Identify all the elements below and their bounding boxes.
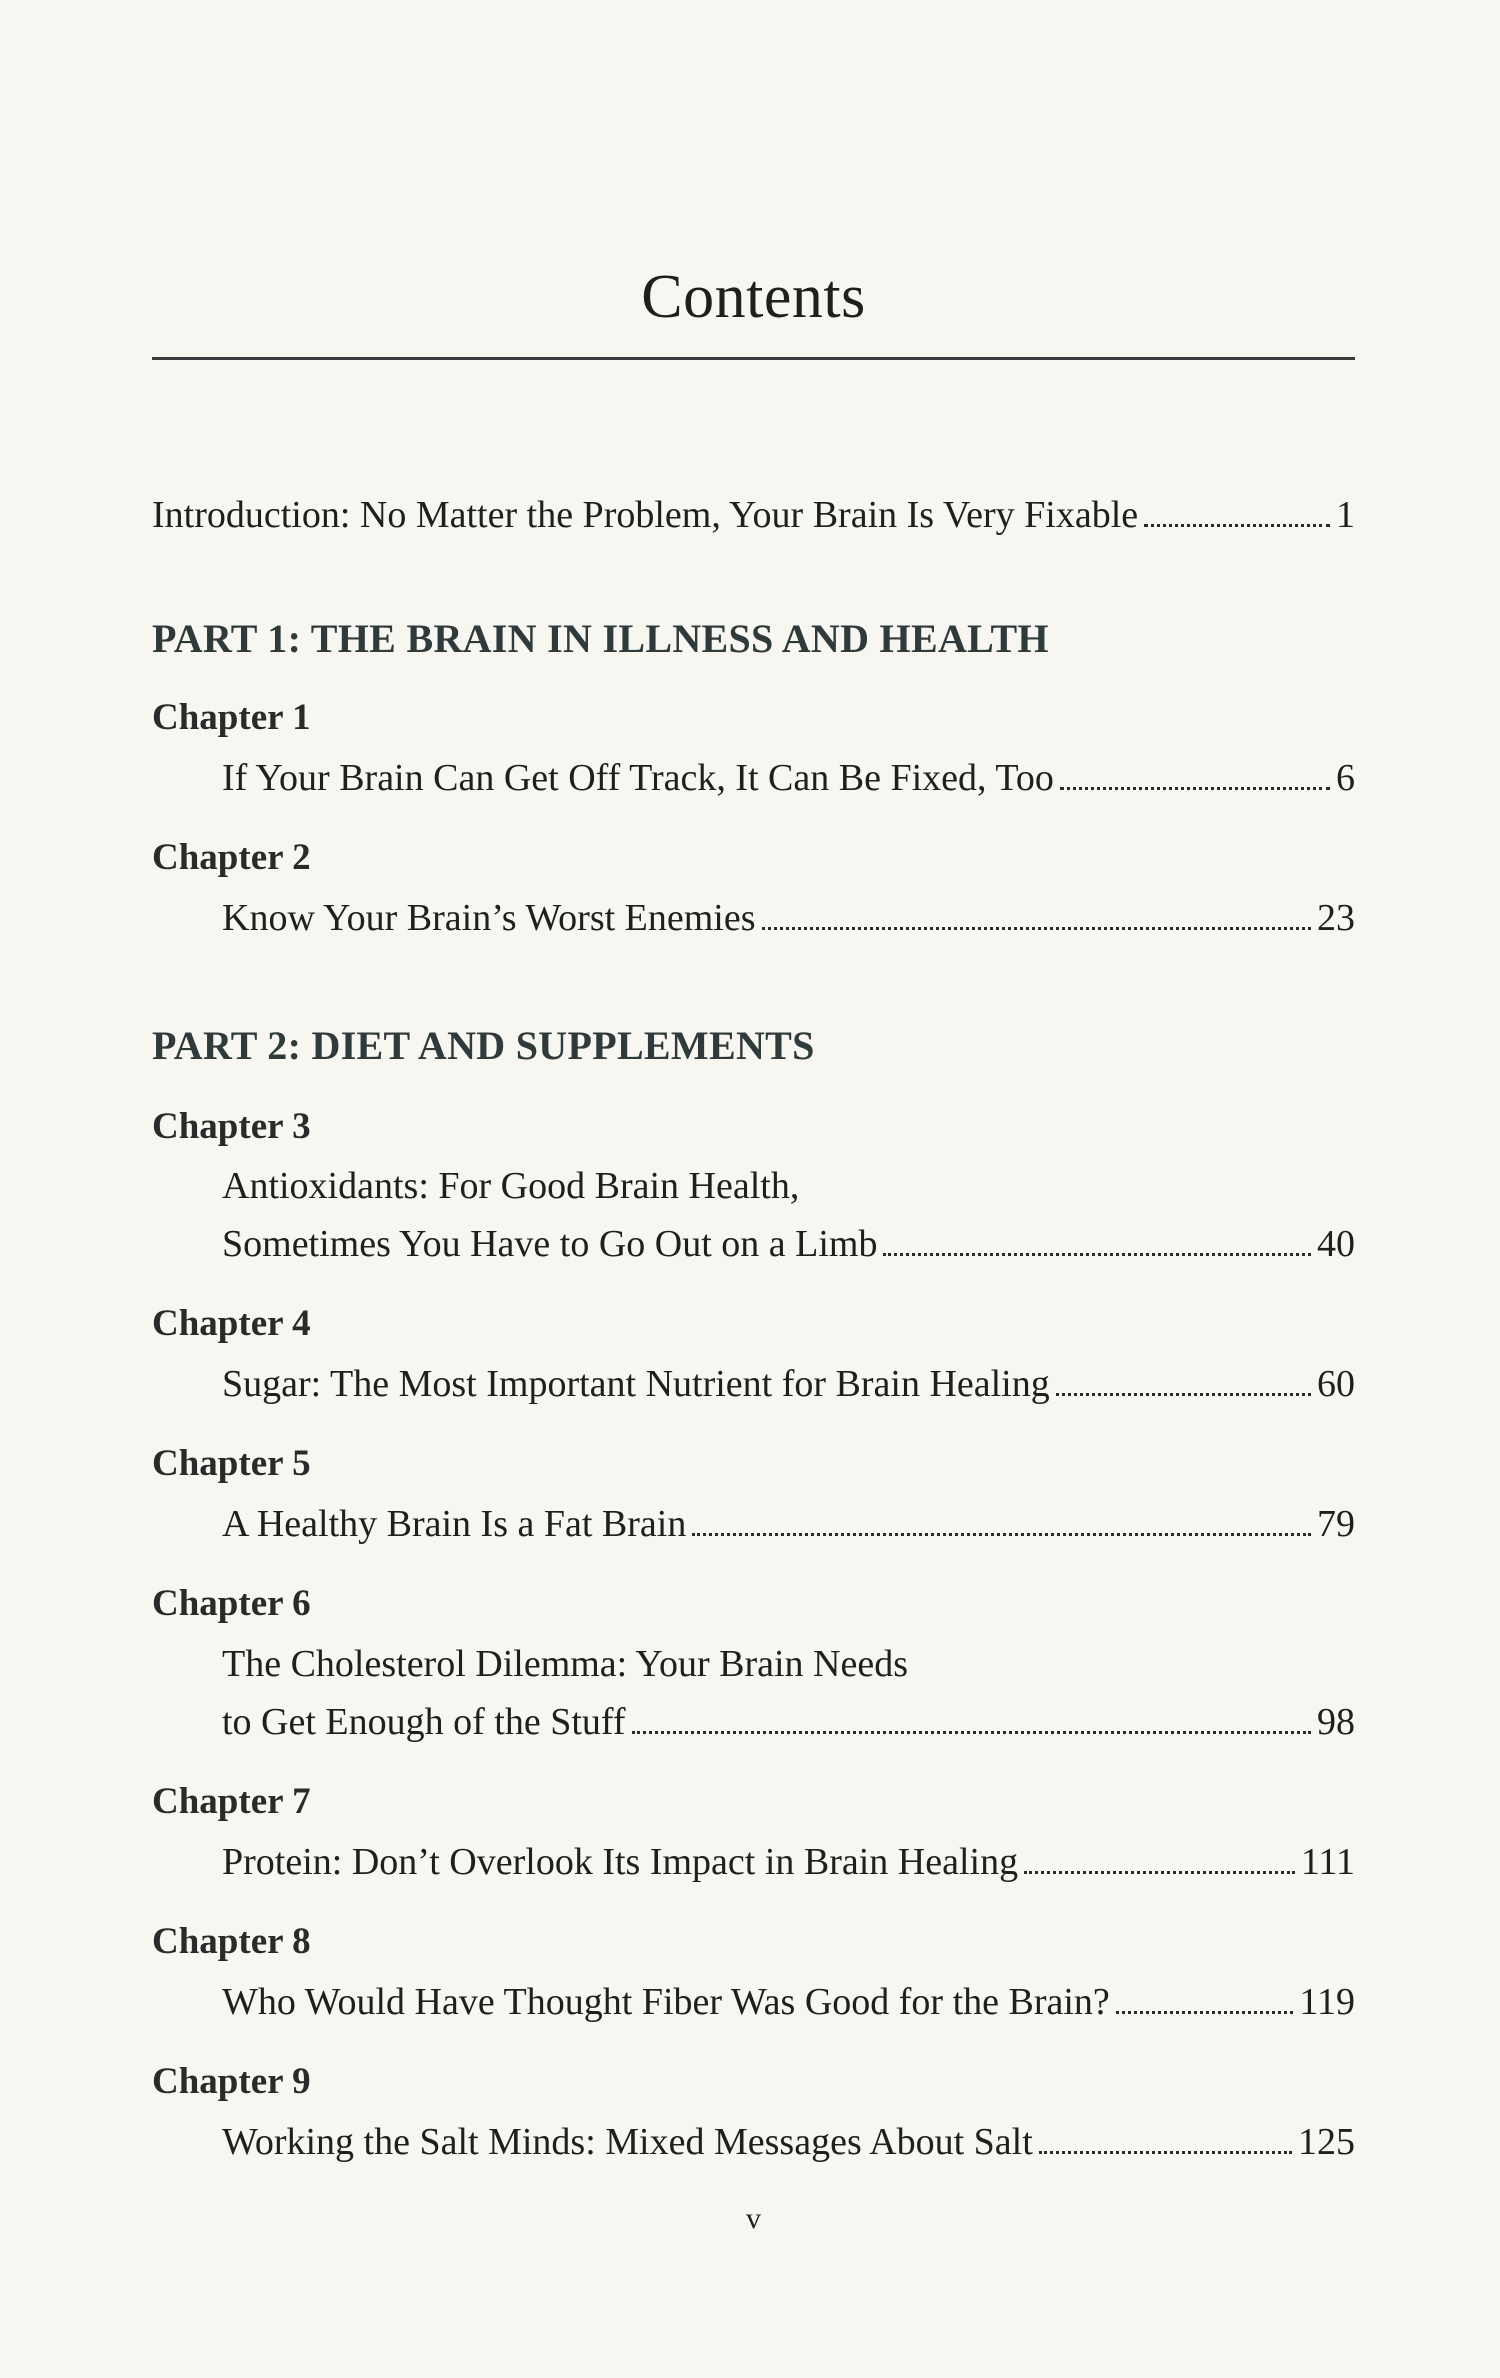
entry-title: Who Would Have Thought Fiber Was Good for the Brain?: [222, 1981, 1110, 2023]
page-number: 1: [1336, 494, 1355, 536]
entry-title: Protein: Don’t Overlook Its Impact in Brain Healing: [222, 1841, 1019, 1883]
dot-leader: [692, 1533, 1311, 1536]
part-heading: PART 1: THE BRAIN IN ILLNESS AND HEALTH: [152, 616, 1049, 661]
dot-leader: [1039, 2151, 1292, 2154]
contents-page: [152, 0, 1355, 2378]
chapter-label: Chapter 3: [152, 1106, 311, 1147]
dot-leader: [883, 1253, 1311, 1256]
toc-entry[interactable]: [222, 1362, 1355, 1406]
page-number: 6: [1336, 757, 1355, 799]
page-number: 125: [1298, 2121, 1355, 2163]
chapter-label: Chapter 5: [152, 1443, 311, 1484]
toc-entry[interactable]: [222, 1840, 1355, 1884]
chapter-label: Chapter 2: [152, 837, 311, 878]
entry-title: If Your Brain Can Get Off Track, It Can Be Fixed, Too: [222, 757, 1054, 799]
page-number: 40: [1317, 1223, 1355, 1265]
dot-leader: [762, 927, 1311, 930]
chapter-label: Chapter 8: [152, 1921, 311, 1962]
toc-entry-introduction[interactable]: [152, 493, 1355, 537]
toc-entry[interactable]: [222, 1502, 1355, 1546]
toc-entry[interactable]: [222, 1980, 1355, 2024]
entry-title-line: Antioxidants: For Good Brain Health,: [222, 1165, 800, 1207]
entry-title: Sugar: The Most Important Nutrient for Brain Healing: [222, 1363, 1050, 1405]
entry-title: A Healthy Brain Is a Fat Brain: [222, 1503, 687, 1545]
dot-leader: [1060, 787, 1330, 790]
page-number: 98: [1317, 1701, 1355, 1743]
entry-title: to Get Enough of the Stuff: [222, 1701, 626, 1743]
part-heading: PART 2: DIET AND SUPPLEMENTS: [152, 1023, 815, 1068]
dot-leader: [1024, 1871, 1295, 1874]
toc-entry[interactable]: [222, 756, 1355, 800]
chapter-label: Chapter 7: [152, 1781, 311, 1822]
page-number: 119: [1299, 1981, 1355, 2023]
chapter-label: Chapter 1: [152, 697, 311, 738]
entry-title: Working the Salt Minds: Mixed Messages About Salt: [222, 2121, 1033, 2163]
page-title: Contents: [641, 263, 866, 331]
dot-leader: [1144, 524, 1330, 527]
toc-entry[interactable]: [222, 2120, 1355, 2164]
toc-entry[interactable]: [222, 1222, 1355, 1266]
page-number: 60: [1317, 1363, 1355, 1405]
dot-leader: [1056, 1393, 1311, 1396]
page-number: 111: [1300, 1841, 1355, 1883]
title-rule: [152, 357, 1355, 360]
toc-entry[interactable]: [222, 1700, 1355, 1744]
page-folio: v: [746, 2202, 761, 2235]
entry-title: Sometimes You Have to Go Out on a Limb: [222, 1223, 878, 1265]
dot-leader: [1116, 2011, 1294, 2014]
toc-entry[interactable]: [222, 896, 1355, 940]
page-number: 23: [1317, 897, 1355, 939]
dot-leader: [632, 1731, 1311, 1734]
entry-title-line: The Cholesterol Dilemma: Your Brain Needs: [222, 1643, 909, 1685]
entry-title: Know Your Brain’s Worst Enemies: [222, 897, 756, 939]
chapter-label: Chapter 4: [152, 1303, 311, 1344]
page-number: 79: [1317, 1503, 1355, 1545]
chapter-label: Chapter 9: [152, 2061, 311, 2102]
entry-title: Introduction: No Matter the Problem, Your Brain Is Very Fixable: [152, 494, 1139, 536]
chapter-label: Chapter 6: [152, 1583, 311, 1624]
